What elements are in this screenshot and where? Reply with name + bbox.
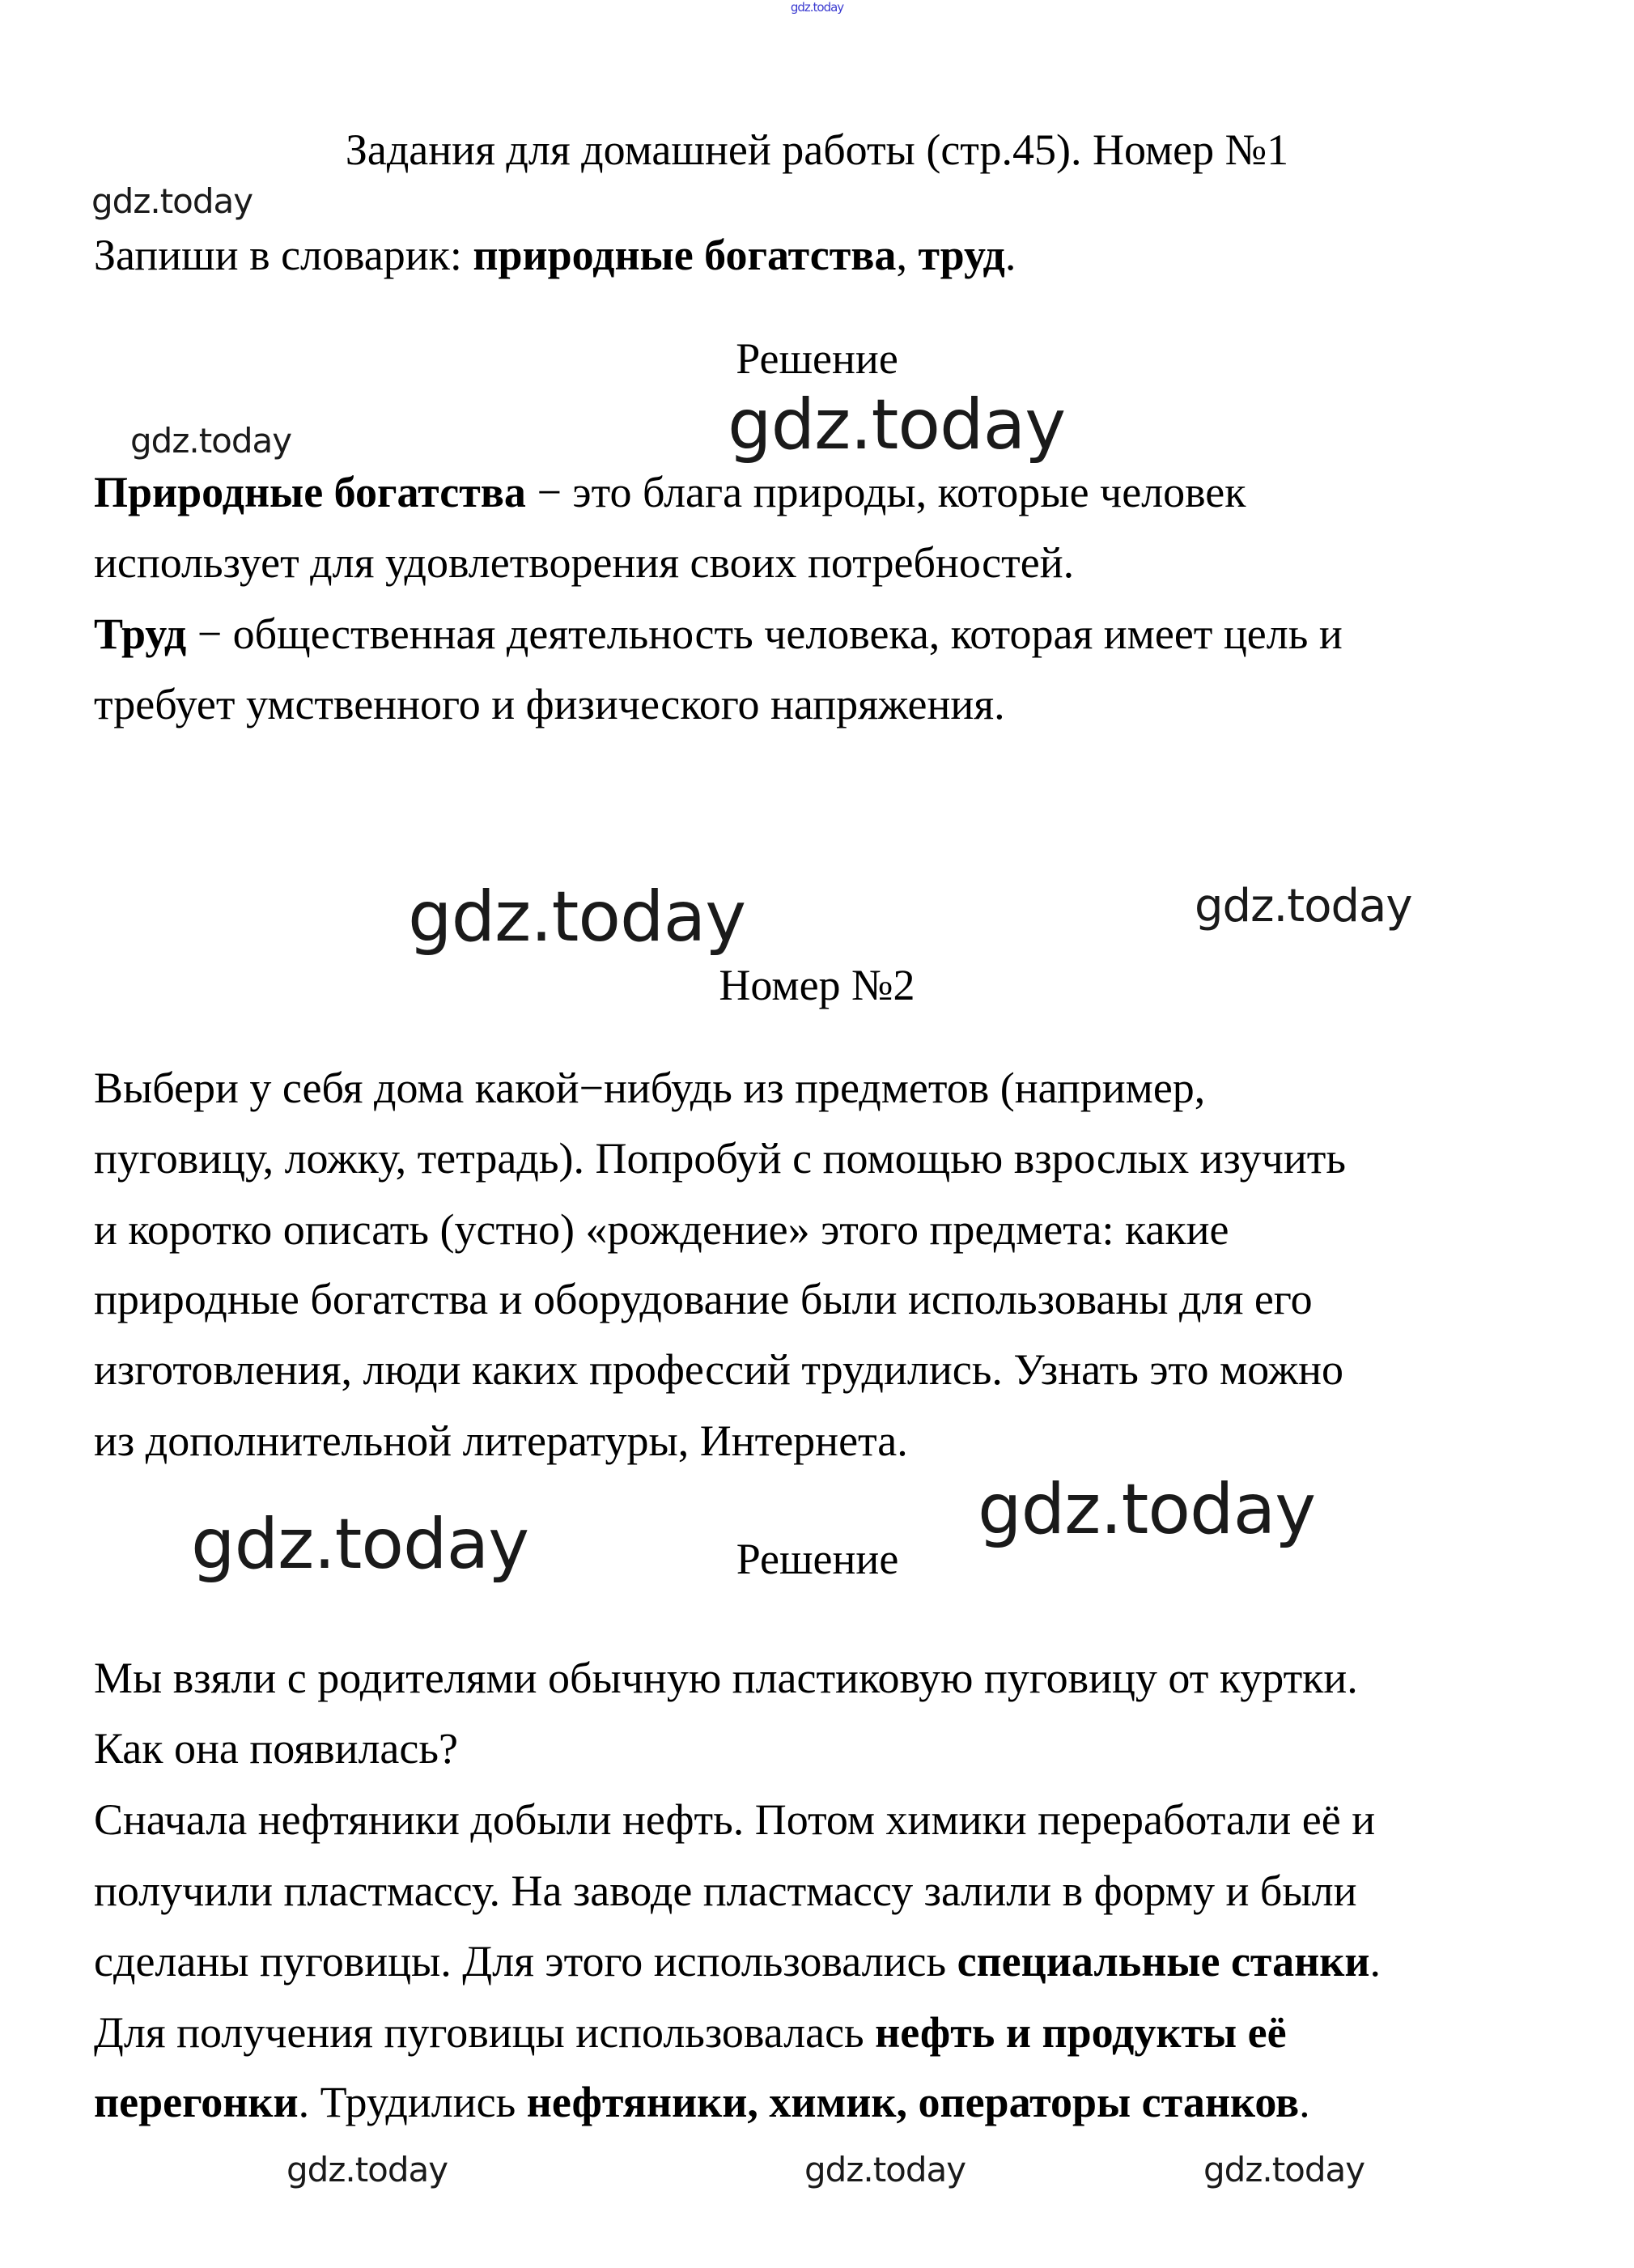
text: использует для удовлетворения своих потребностей. — [94, 538, 1075, 587]
text-line — [94, 605, 1343, 662]
text-line — [94, 1862, 1356, 1919]
text: , — [896, 231, 919, 279]
watermark: gdz.today — [130, 421, 292, 461]
text-line — [94, 2074, 1310, 2130]
bold-text: труд — [918, 231, 1005, 279]
text-line — [94, 1060, 1205, 1116]
text: . — [1299, 2078, 1310, 2126]
watermark: gdz.today — [804, 2150, 966, 2189]
text-line — [94, 1201, 1229, 1258]
text: − общественная деятельность человека, которая имеет цель и — [186, 609, 1343, 658]
text-line — [94, 1271, 1313, 1327]
text: природные богатства и оборудование были использованы для его — [94, 1275, 1313, 1323]
bold-text: природные богатства — [473, 231, 897, 279]
text: и коротко описать (устно) «рождение» этого предмета: какие — [94, 1205, 1229, 1254]
bold-text: Природные богатства — [94, 468, 526, 516]
bold-text: перегонки — [94, 2078, 299, 2126]
text: Мы взяли с родителями обычную пластиковую пуговицу от куртки. — [94, 1654, 1358, 1702]
text: изготовления, люди каких профессий трудились. Узнать это можно — [94, 1345, 1343, 1394]
text-line — [94, 1412, 908, 1469]
text-line — [94, 676, 1005, 733]
text-line — [94, 1341, 1343, 1398]
text: получили пластмассу. На заводе пластмассу залили в форму и были — [94, 1867, 1357, 1915]
text: . — [1369, 1937, 1381, 1986]
text: требует умственного и физического напряжения. — [94, 680, 1005, 728]
text: Запиши в словарик: — [94, 231, 473, 279]
bold-text: нефтяники, химик, операторы станков — [526, 2078, 1300, 2126]
task1-solution-label: Решение — [736, 334, 898, 383]
bold-text: специальные станки — [957, 1937, 1370, 1986]
text-line — [94, 1650, 1358, 1706]
text-line — [94, 464, 1246, 520]
bold-text: нефть и продукты её — [875, 2008, 1287, 2057]
watermark: gdz.today — [91, 181, 253, 221]
text: Сначала нефтяники добыли нефть. Потом химики переработали её и — [94, 1795, 1376, 1844]
text-line — [94, 2004, 1287, 2061]
task1-prompt — [94, 227, 1016, 283]
text: . Трудились — [298, 2078, 527, 2126]
watermark: gdz.today — [728, 384, 1066, 465]
watermark: gdz.today — [978, 1469, 1316, 1550]
watermark: gdz.today — [286, 2150, 448, 2189]
watermark: gdz.today — [1203, 2150, 1365, 2189]
text: из дополнительной литературы, Интернета. — [94, 1416, 908, 1465]
task2-solution-label: Решение — [736, 1535, 899, 1583]
text: сделаны пуговицы. Для этого использовались — [94, 1937, 957, 1986]
text: пуговицу, ложку, тетрадь). Попробуй с помощью взрослых изучить — [94, 1134, 1346, 1183]
text: . — [1004, 231, 1016, 279]
text: Как она появилась? — [94, 1724, 458, 1773]
text: − это блага природы, которые человек — [525, 468, 1246, 516]
watermark: gdz.today — [408, 877, 746, 958]
text-line — [94, 1720, 458, 1777]
text-line — [94, 534, 1074, 591]
page-title: Задания для домашней работы (стр.45). Номер №1 — [345, 125, 1289, 174]
bold-text: Труд — [94, 609, 187, 658]
text: Выбери у себя дома какой−нибудь из предметов (например, — [94, 1064, 1206, 1112]
task2-heading: Номер №2 — [719, 961, 915, 1009]
text: Для получения пуговицы использовалась — [94, 2008, 876, 2057]
watermark: gdz.today — [191, 1504, 529, 1585]
text-line — [94, 1130, 1346, 1187]
watermark-top: gdz.today — [790, 0, 844, 15]
watermark: gdz.today — [1195, 880, 1412, 932]
text-line — [94, 1791, 1375, 1848]
text-line — [94, 1933, 1381, 1990]
